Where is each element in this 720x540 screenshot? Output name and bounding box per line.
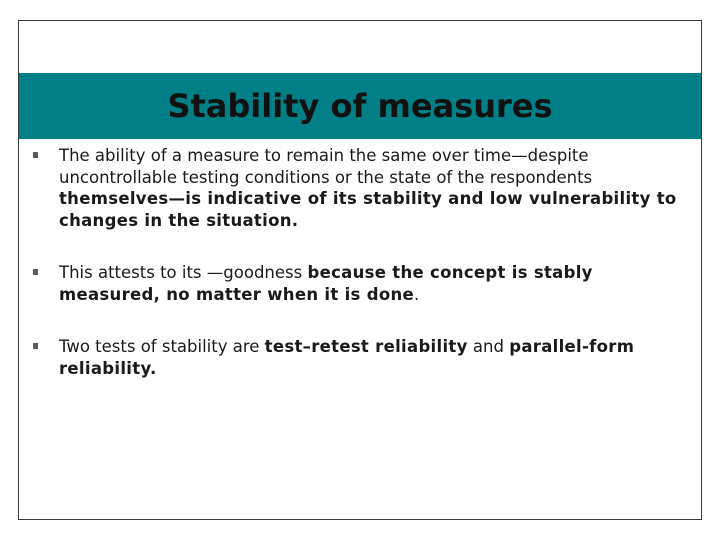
square-bullet-icon (33, 269, 38, 275)
bullet-text (59, 146, 677, 230)
bullet-list (33, 145, 693, 379)
bullet-text-segment: The ability of a measure to remain the same over time—despite uncontrollable testing conditions or the state of the respondents (59, 146, 593, 187)
bullet-text (59, 337, 634, 378)
bullet-item (33, 145, 693, 231)
bullet-text-segment: This attests to its —goodness (59, 263, 308, 282)
bullet-text-segment-bold: test–retest reliability (264, 337, 468, 356)
slide (18, 20, 702, 520)
bullet-text (59, 263, 593, 304)
slide-title: Stability of measures (167, 87, 553, 125)
bullet-item (33, 262, 693, 305)
title-band (19, 73, 701, 139)
bullet-item (33, 336, 693, 379)
square-bullet-icon (33, 343, 38, 349)
bullet-text-segment-bold: themselves—is indicative of its stability and low vulnerability to changes in the situation. (59, 189, 677, 230)
square-bullet-icon (33, 152, 38, 158)
bullet-text-segment: Two tests of stability are (59, 337, 265, 356)
bullet-text-segment-bold: parallel-form reliability. (59, 337, 635, 378)
bullet-text-segment: and (467, 337, 510, 356)
bullet-text-segment-bold: because the concept is stably measured, no matter when it is done (59, 263, 593, 304)
bullet-text-segment: . (414, 284, 420, 304)
